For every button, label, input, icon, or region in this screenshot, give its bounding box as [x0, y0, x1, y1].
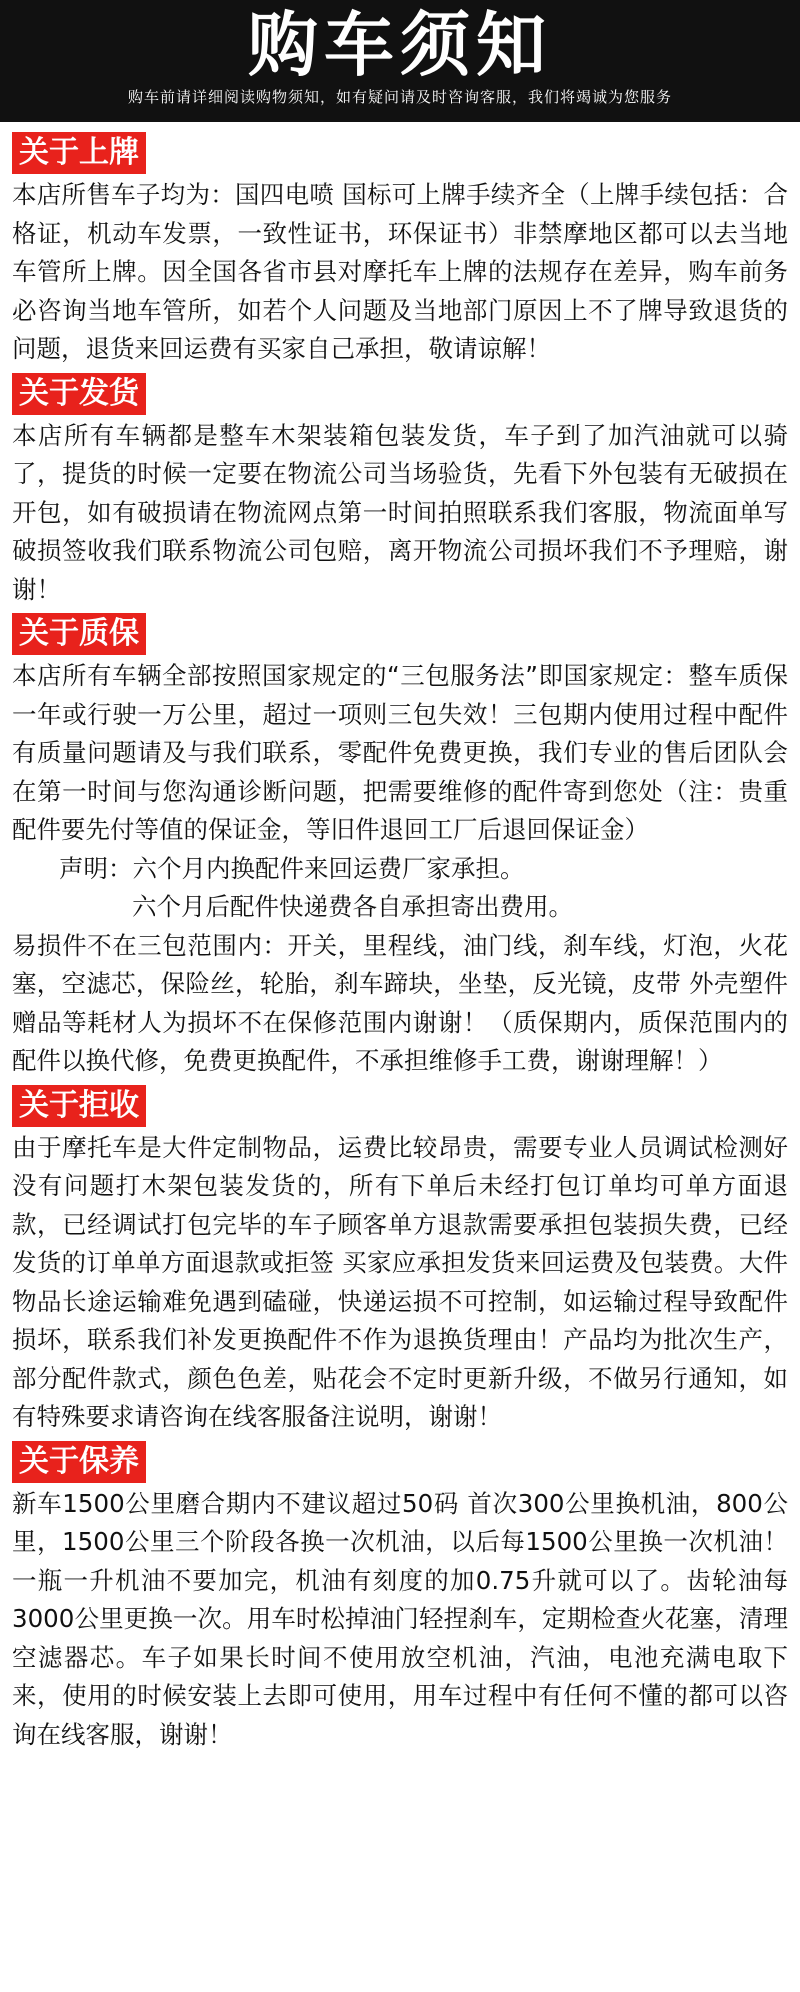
section-paragraph: 本店所有车辆全部按照国家规定的“三包服务法”即国家规定：整车质保一年或行驶一万公里，超过一项则三包失效！三包期内使用过程中配件有质量问题请及与我们联系，零配件免费更换，我们专业的售后团队会在第一时间与您沟通诊断问题，把需要维修的配件寄到您处（注：贵重配件要先付等值的保证金，等旧件退回工厂后退回保证金）: [12, 661, 788, 844]
section-heading: 关于拒收: [12, 1085, 146, 1127]
section-warranty: [12, 609, 788, 1081]
section-refusal: [12, 1081, 788, 1437]
section-license-plate: [12, 128, 788, 369]
section-paragraph: 本店所售车子均为：国四电喷 国标可上牌手续齐全（上牌手续包括：合格证，机动车发票，一致性证书，环保证书）非禁摩地区都可以去当地车管所上牌。因全国各省市县对摩托车上牌的法规存在差异，购车前务必咨询当地车管所，如若个人问题及当地部门原因上不了牌导致退货的问题，退货来回运费有买家自己承担，敬请谅解！: [12, 180, 788, 363]
section-shipping: [12, 369, 788, 610]
header-banner: [0, 0, 800, 122]
notice-content: [0, 122, 800, 1754]
section-heading: 关于质保: [12, 613, 146, 655]
statement-line: 六个月后配件快递费各自承担寄出费用。: [132, 892, 573, 921]
section-heading: 关于保养: [12, 1441, 146, 1483]
section-heading: 关于上牌: [12, 132, 146, 174]
section-paragraph: 由于摩托车是大件定制物品，运费比较昂贵，需要专业人员调试检测好没有问题打木架包装发货的，所有下单后未经打包订单均可单方面退款，已经调试打包完毕的车子顾客单方退款需要承担包装损失费，已经发货的订单单方面退款或拒签 买家应承担发货来回运费及包装费。大件物品长途运输难免遇到磕碰，快递运损不可控制，如运输过程导致配件损坏，联系我们补发更换配件不作为退换货理由！产品均为批次生产，部分配件款式，颜色色差，贴花会不定时更新升级，不做另行通知，如有特殊要求请咨询在线客服备注说明，谢谢！: [12, 1132, 788, 1431]
section-paragraph: 易损件不在三包范围内：开关，里程线，油门线，刹车线，灯泡，火花塞，空滤芯，保险丝，轮胎，刹车蹄块，坐垫，反光镜，皮带 外壳塑件 赠品等耗材人为损坏不在保修范围内谢谢！（质保期内，质保范围内的配件以换代修，免费更换配件，不承担维修手工费，谢谢理解！）: [12, 930, 788, 1075]
section-maintenance: [12, 1437, 788, 1755]
section-heading: 关于发货: [12, 373, 146, 415]
statement-line: 声明：六个月内换配件来回运费厂家承担。: [59, 853, 525, 883]
page-subtitle: 购车前请详细阅读购物须知，如有疑问请及时咨询客服，我们将竭诚为您服务: [127, 88, 672, 106]
section-paragraph: 本店所有车辆都是整车木架装箱包装发货，车子到了加汽油就可以骑了，提货的时候一定要在物流公司当场验货，先看下外包装有无破损在开包，如有破损请在物流网点第一时间拍照联系我们客服，物流面单写破损签收我们联系物流公司包赔，离开物流公司损坏我们不予理赔，谢谢！: [12, 420, 788, 604]
section-paragraph: 新车1500公里磨合期内不建议超过50码 首次300公里换机油，800公里，1500公里三个阶段各换一次机油，以后每1500公里换一次机油！一瓶一升机油不要加完，机油有刻度的加0.75升就可以了。齿轮油每3000公里更换一次。用车时松掉油门轻捏刹车，定期检查火花塞，清理空滤器芯。车子如果长时间不使用放空机油，汽油，电池充满电取下来，使用的时候安装上去即可使用，用车过程中有任何不懂的都可以咨询在线客服，谢谢！: [12, 1488, 788, 1749]
page-title: 购车须知: [248, 3, 552, 86]
